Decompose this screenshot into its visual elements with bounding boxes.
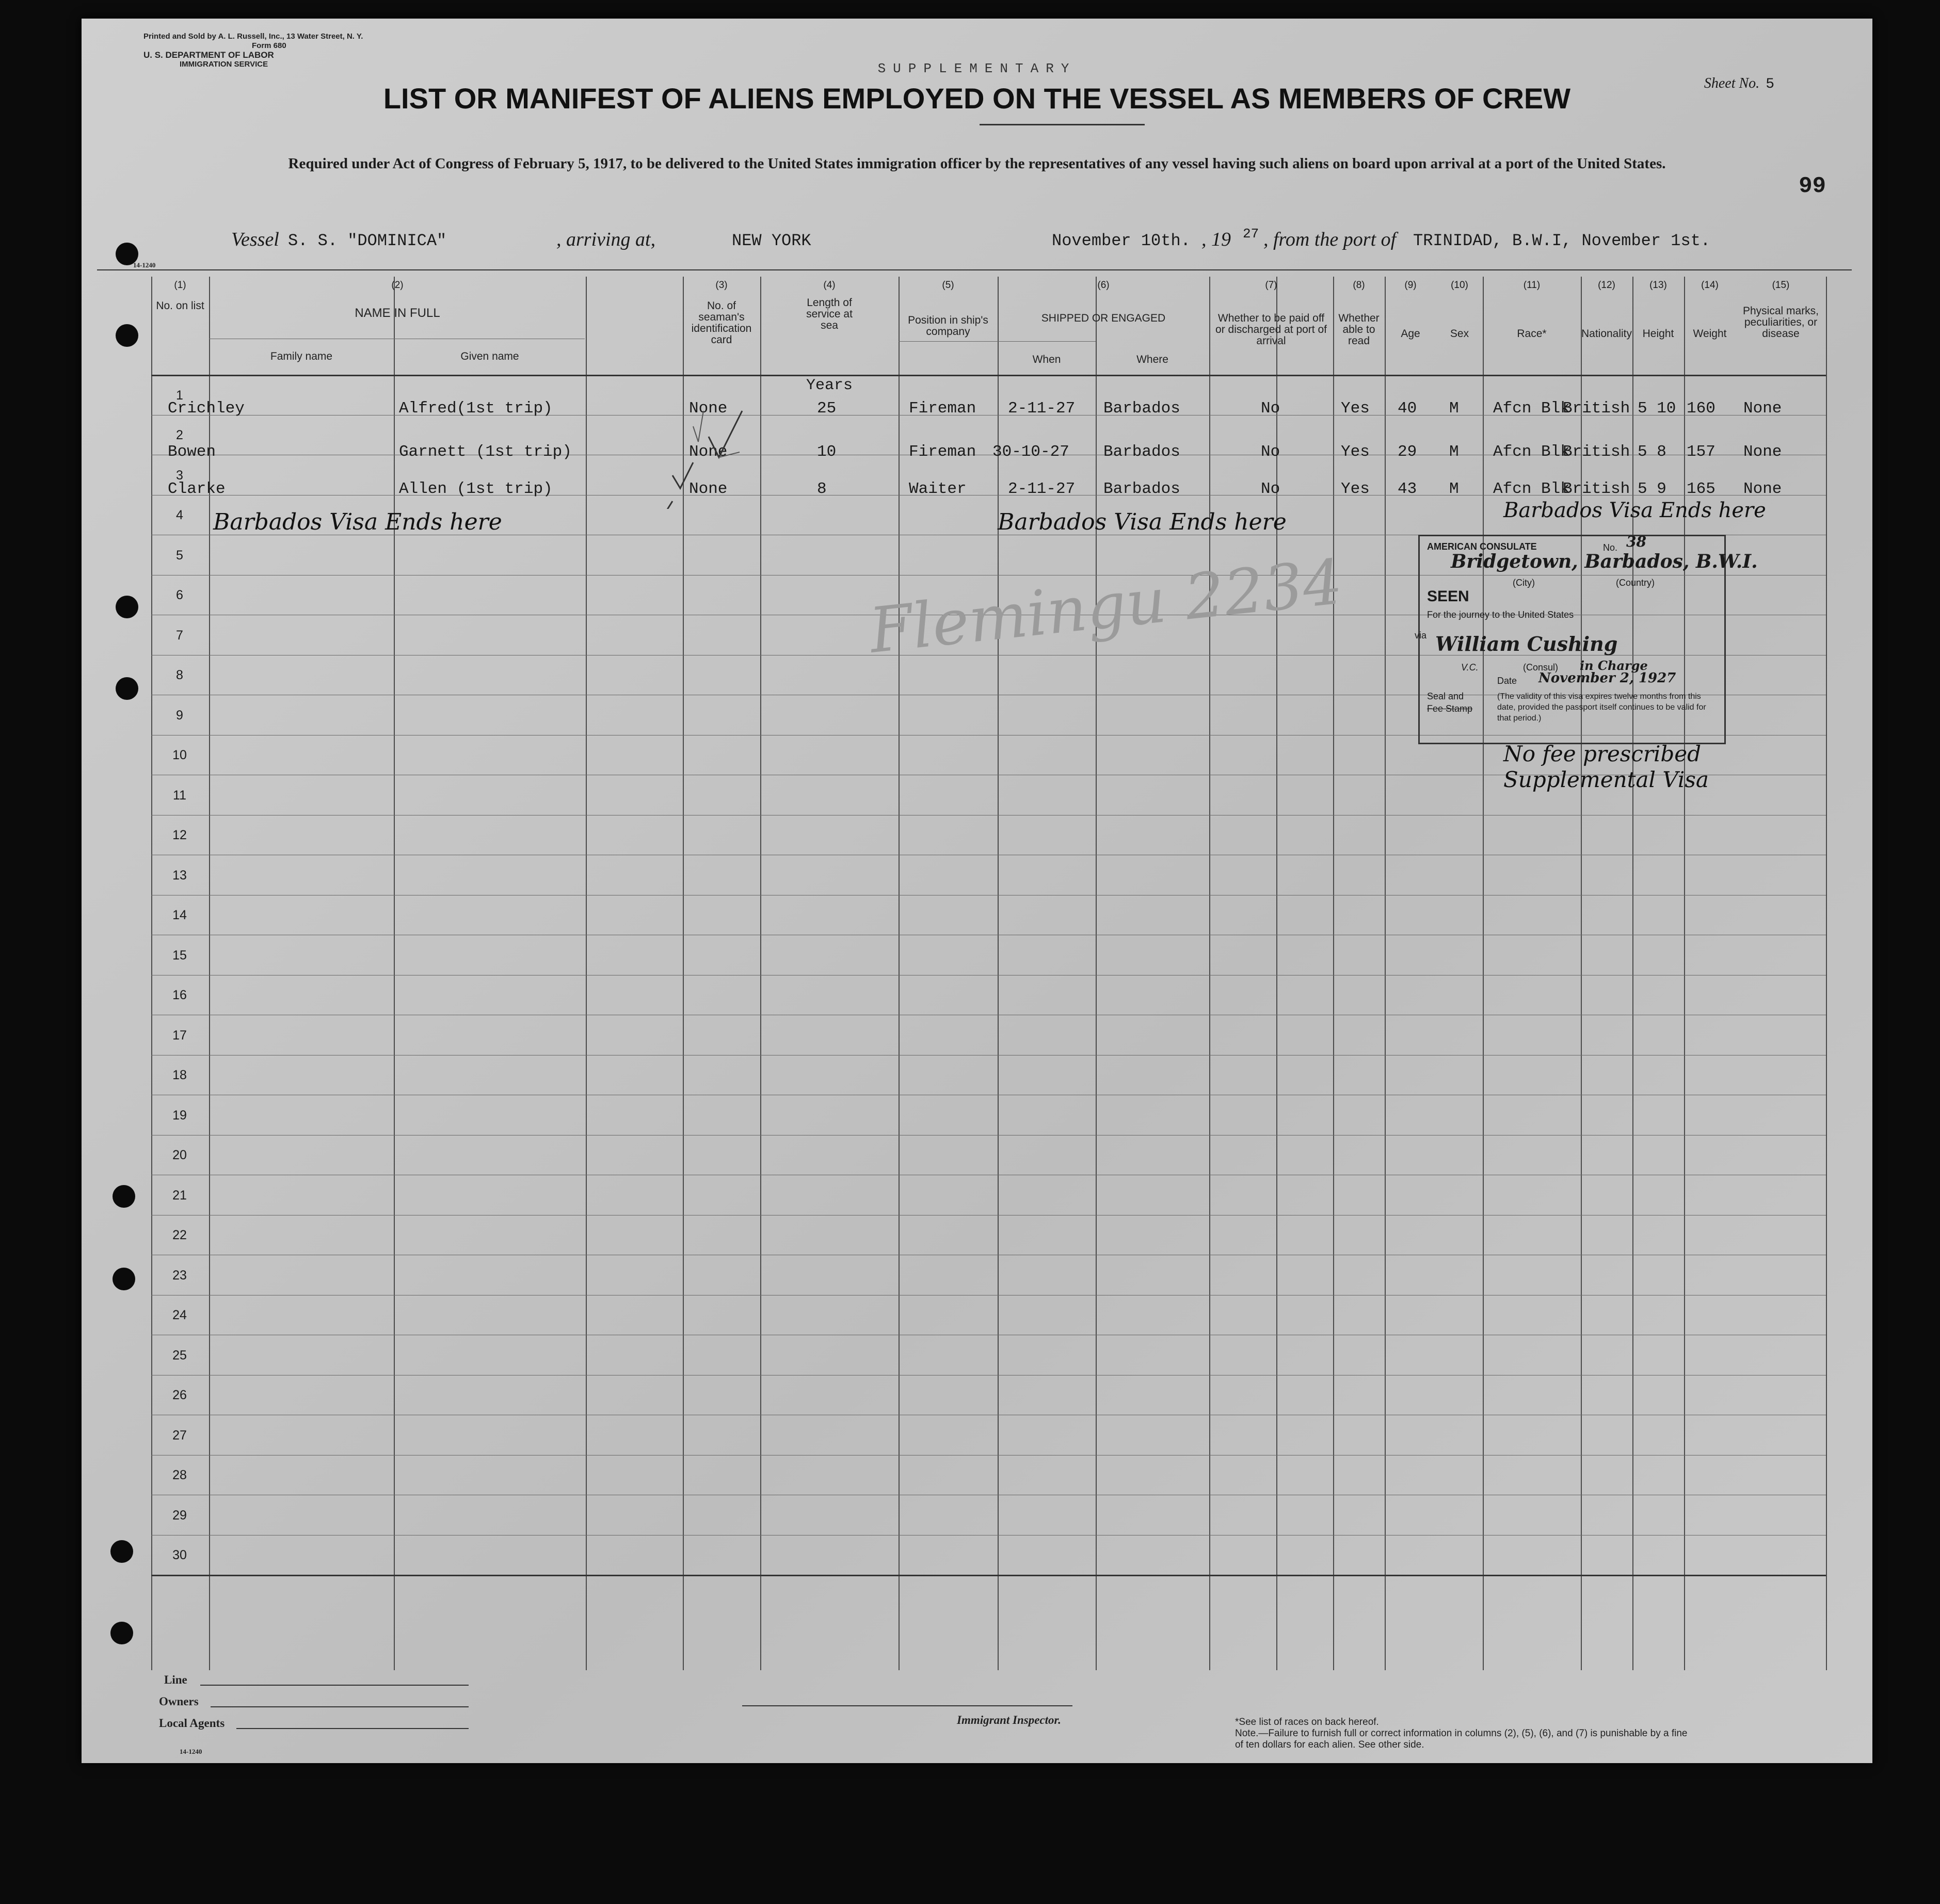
hdr-physical: Physical marks, peculiarities, or disease — [1742, 305, 1819, 340]
faint-pencil-annotation: Flemingu 2234 — [866, 546, 1346, 667]
form-title: LIST OR MANIFEST OF ALIENS EMPLOYED ON THE VESSEL AS MEMBERS OF CREW — [383, 82, 1571, 115]
col-num: (5) — [942, 280, 954, 291]
punch-hole — [110, 1540, 133, 1563]
hdr-nationality: Nationality — [1581, 328, 1632, 340]
row-number: 8 — [176, 668, 183, 682]
hdr-able-read: Whether able to read — [1338, 312, 1380, 347]
manifest-sheet — [82, 19, 1872, 1763]
no-fee-note: No fee prescribed — [1503, 741, 1702, 766]
row-number: 7 — [176, 628, 183, 643]
col-num: (14) — [1701, 280, 1719, 291]
physical-marks-cell: None — [1743, 443, 1782, 461]
punch-hole — [113, 1185, 135, 1208]
col-num: (10) — [1451, 280, 1468, 291]
paid-off-cell: No — [1261, 443, 1280, 461]
header-rule — [97, 269, 1852, 270]
year-prefix: , 19 — [1201, 229, 1231, 250]
row-number: 23 — [172, 1268, 187, 1283]
shipped-when-cell: 2-11-27 — [1008, 399, 1076, 418]
seaman-card-cell: None — [689, 443, 728, 461]
weight-cell: 157 — [1687, 443, 1715, 461]
manifest-table — [151, 277, 1826, 1670]
race-cell: Afcn Blk — [1493, 480, 1570, 498]
family-name-cell: Crichley — [168, 399, 245, 418]
years-label: Years — [806, 377, 853, 394]
seaman-card-cell: None — [689, 399, 728, 418]
height-cell: 5 8 — [1638, 443, 1666, 461]
col-num: (13) — [1649, 280, 1667, 291]
hdr-length-service: Length of service at sea — [806, 297, 853, 331]
row-number: 9 — [176, 708, 183, 723]
weight-cell: 160 — [1687, 399, 1715, 418]
col-num: (3) — [715, 280, 728, 291]
col-num: (12) — [1598, 280, 1615, 291]
age-cell: 29 — [1398, 443, 1417, 461]
sheet-number: Sheet No. 5 — [1704, 75, 1774, 92]
footer-notes: *See list of races on back hereof. Note.—Failure to furnish full or correct information in columns (2), (5), (6), and (7) is punishable by a fine of ten dollars for each alien. See other side. — [1235, 1717, 1688, 1750]
able-read-cell: Yes — [1341, 480, 1370, 498]
height-cell: 5 9 — [1638, 480, 1666, 498]
age-cell: 43 — [1398, 480, 1417, 498]
nationality-cell: British — [1563, 480, 1630, 498]
physical-marks-cell: None — [1743, 480, 1782, 498]
hdr-sex: Sex — [1450, 328, 1469, 340]
family-name-cell: Bowen — [168, 443, 216, 461]
immigrant-inspector-label: Immigrant Inspector. — [957, 1714, 1061, 1726]
punch-hole — [113, 1268, 135, 1290]
col-num: (4) — [823, 280, 836, 291]
local-agents-label: Local Agents — [159, 1717, 225, 1730]
position-cell: Fireman — [909, 443, 976, 461]
row-number: 30 — [172, 1548, 187, 1562]
arriving-label: , arriving at, — [556, 229, 656, 250]
title-rule — [980, 124, 1145, 125]
row-number: 14 — [172, 908, 187, 922]
able-read-cell: Yes — [1341, 399, 1370, 418]
hdr-when: When — [1032, 354, 1061, 365]
vessel-label: Vessel — [231, 229, 279, 250]
row-number: 10 — [172, 748, 187, 762]
form-code-bottom: 14-1240 — [180, 1748, 202, 1755]
row-number: 5 — [176, 548, 183, 563]
seaman-card-cell: None — [689, 480, 728, 498]
row-number: 19 — [172, 1108, 187, 1123]
visa-ends-note-left: Barbados Visa Ends here — [213, 509, 502, 535]
line-label: Line — [164, 1673, 187, 1686]
weight-cell: 165 — [1687, 480, 1715, 498]
col-num: (2) — [391, 280, 404, 291]
row-number: 27 — [172, 1428, 187, 1443]
row-number: 3 — [176, 468, 183, 483]
punch-hole — [116, 596, 138, 618]
able-read-cell: Yes — [1341, 443, 1370, 461]
page-number: 99 — [1799, 173, 1826, 199]
row-number: 2 — [176, 428, 183, 442]
row-number: 16 — [172, 988, 187, 1002]
service-length-cell: 10 — [817, 443, 837, 461]
col-num: (11) — [1523, 280, 1541, 291]
row-number: 21 — [172, 1188, 187, 1203]
year-suffix: 27 — [1243, 226, 1259, 242]
arrival-date: November 10th. — [1052, 231, 1191, 250]
row-number: 17 — [172, 1028, 187, 1043]
row-number: 29 — [172, 1508, 187, 1523]
row-number: 15 — [172, 948, 187, 963]
departure-port: TRINIDAD, B.W.I, November 1st. — [1413, 231, 1711, 250]
col-num: (9) — [1404, 280, 1417, 291]
service-length-cell: 8 — [817, 480, 827, 498]
row-number: 18 — [172, 1068, 187, 1082]
given-name-cell: Garnett (1st trip) — [399, 443, 572, 461]
height-cell: 5 10 — [1638, 399, 1676, 418]
vessel-name: S. S. "DOMINICA" — [288, 231, 447, 250]
sex-cell: M — [1449, 399, 1459, 418]
row-number: 26 — [172, 1388, 187, 1402]
hdr-no-on-list: No. on list — [156, 300, 204, 312]
owners-label: Owners — [159, 1695, 199, 1708]
col-num: (8) — [1353, 280, 1365, 291]
row-number: 12 — [172, 828, 187, 842]
given-name-cell: Allen (1st trip) — [399, 480, 553, 498]
row-number: 6 — [176, 588, 183, 602]
punch-hole — [116, 324, 138, 347]
service-length-cell: 25 — [817, 399, 837, 418]
requirement-text: Required under Act of Congress of February 5, 1917, to be delivered to the United States immigration officer by the representatives of any vessel having such aliens on board upon arrival at a port of the United States. — [288, 155, 1666, 172]
punch-hole — [110, 1622, 133, 1644]
hdr-seaman-card: No. of seaman's identification card — [691, 300, 752, 346]
row-number: 20 — [172, 1148, 187, 1162]
row-number: 11 — [173, 788, 186, 803]
physical-marks-cell: None — [1743, 399, 1782, 418]
position-cell: Waiter — [909, 480, 967, 498]
sex-cell: M — [1449, 443, 1459, 461]
check-marks — [616, 354, 750, 509]
row-number: 24 — [172, 1308, 187, 1322]
hdr-position: Position in ship's company — [908, 314, 988, 338]
row-number: 25 — [172, 1348, 187, 1363]
row-number: 28 — [172, 1468, 187, 1482]
punch-hole — [116, 677, 138, 700]
visa-ends-note-mid: Barbados Visa Ends here — [998, 509, 1287, 535]
hdr-given-name: Given name — [460, 350, 519, 362]
shipped-where-cell: Barbados — [1103, 399, 1180, 418]
given-name-cell: Alfred(1st trip) — [399, 399, 553, 418]
row-number: 1 — [176, 388, 183, 403]
form-code: 14-1240 — [133, 261, 156, 269]
shipped-when-cell: 30-10-27 — [992, 443, 1069, 461]
race-cell: Afcn Blk — [1493, 399, 1570, 418]
family-name-cell: Clarke — [168, 480, 226, 498]
hdr-age: Age — [1401, 328, 1420, 340]
hdr-paid-off: Whether to be paid off or discharged at port of arrival — [1215, 312, 1327, 347]
sex-cell: M — [1449, 480, 1459, 498]
supplementary-heading: SUPPLEMENTARY — [877, 61, 1077, 76]
shipped-where-cell: Barbados — [1103, 480, 1180, 498]
from-label: , from the port of — [1263, 229, 1397, 250]
vessel-line — [231, 228, 1857, 259]
row-number: 13 — [172, 868, 187, 883]
nationality-cell: British — [1563, 443, 1630, 461]
hdr-family-name: Family name — [270, 350, 333, 362]
col-num: (6) — [1097, 280, 1110, 291]
col-num: (7) — [1265, 280, 1277, 291]
age-cell: 40 — [1398, 399, 1417, 418]
paid-off-cell: No — [1261, 480, 1280, 498]
hdr-shipped: SHIPPED OR ENGAGED — [1041, 312, 1166, 324]
shipped-when-cell: 2-11-27 — [1008, 480, 1076, 498]
hdr-height: Height — [1642, 328, 1674, 340]
hdr-weight: Weight — [1693, 328, 1727, 340]
hdr-where: Where — [1136, 354, 1168, 365]
visa-ends-note-right: Barbados Visa Ends here — [1503, 499, 1766, 522]
row-number: 22 — [172, 1228, 187, 1242]
consulate-visa-stamp: AMERICAN CONSULATE No. 38 Bridgetown, Barbados, B.W.I. (City) (Country) SEEN For the journey to the United States via William Cushing V.C. (Consul) in Charge Date November 2, 1927 Seal and Fee Stamp (The validity of this visa expires twelve months from this date, provided the passport itself continues to be valid for that period.) — [1418, 535, 1726, 744]
row-number: 4 — [176, 508, 183, 522]
col-num: (1) — [174, 280, 186, 291]
position-cell: Fireman — [909, 399, 976, 418]
supplemental-visa-note: Supplemental Visa — [1503, 767, 1709, 792]
paid-off-cell: No — [1261, 399, 1280, 418]
printer-imprint: Printed and Sold by A. L. Russell, Inc., 13 Water Street, N. Y. Form 680 U. S. DEPARTMENT OF LABOR IMMIGRATION SERVICE — [143, 32, 363, 69]
arrival-port: NEW YORK — [732, 231, 811, 250]
hdr-name-in-full: NAME IN FULL — [355, 306, 440, 320]
shipped-where-cell: Barbados — [1103, 443, 1180, 461]
race-cell: Afcn Blk — [1493, 443, 1570, 461]
col-num: (15) — [1772, 280, 1790, 291]
nationality-cell: British — [1563, 399, 1630, 418]
hdr-race: Race* — [1517, 328, 1547, 340]
